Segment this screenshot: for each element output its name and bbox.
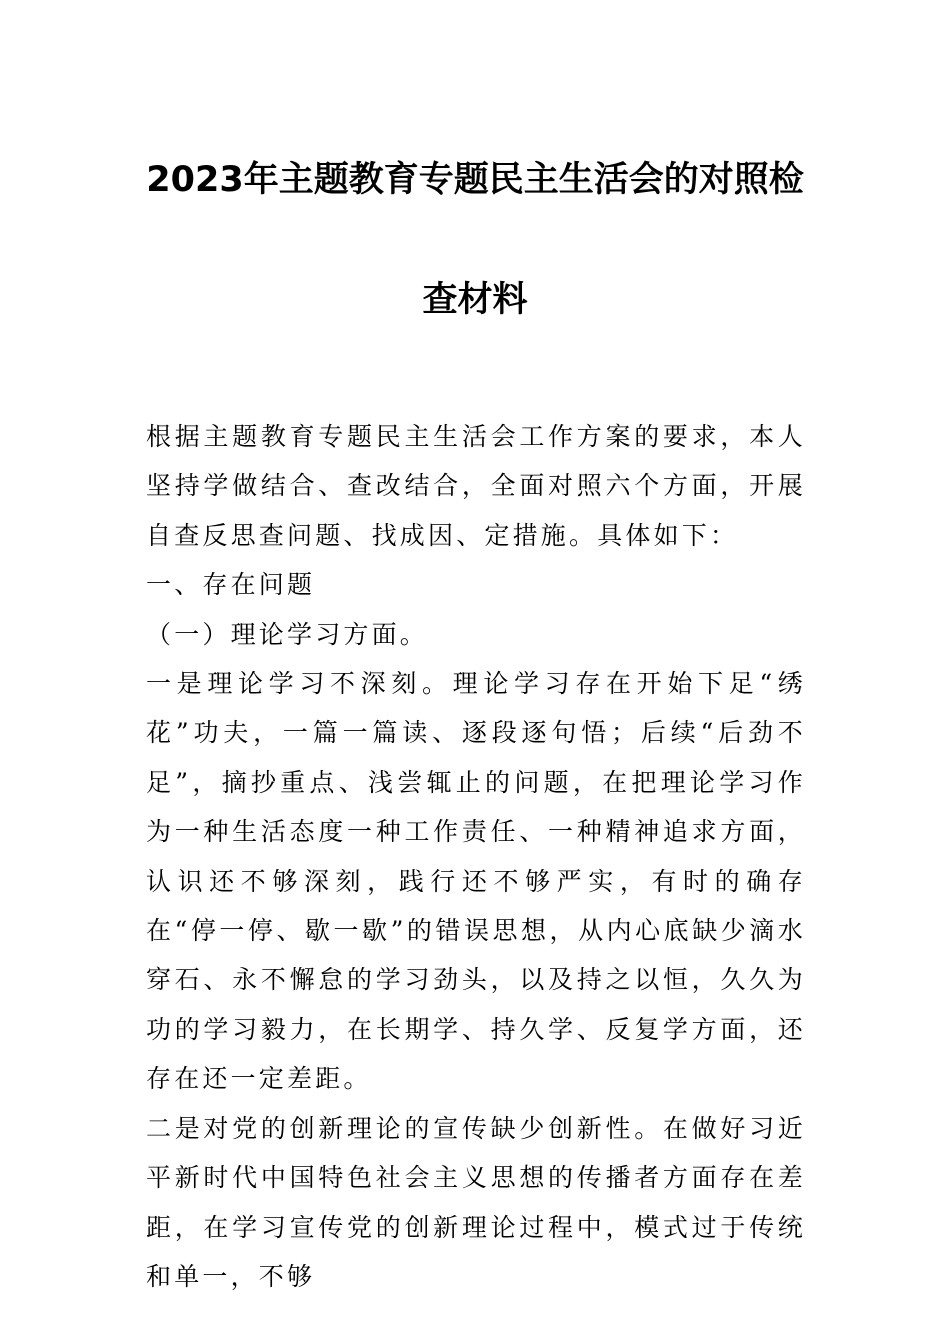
paragraph-intro: 根据主题教育专题民主生活会工作方案的要求，本人坚持学做结合、查改结合，全面对照六个方面，开展自查反思查问题、找成因、定措施。具体如下： <box>146 422 806 550</box>
document-title-line-2: 查材料 <box>422 280 528 320</box>
document-body <box>146 412 806 1301</box>
paragraph-point-two: 二是对党的创新理论的宣传缺少创新性。在做好习近平新时代中国特色社会主义思想的传播者方面存在差距，在学习宣传党的创新理论过程中，模式过于传统和单一，不够 <box>146 1113 806 1291</box>
document-title-line-1: 2023年主题教育专题民主生活会的对照检 <box>146 160 804 200</box>
section-heading-problems: 一、存在问题 <box>146 570 316 600</box>
paragraph-point-one: 一是理论学习不深刻。理论学习存在开始下足“绣花”功夫，一篇一篇读、逐段逐句悟；后续“后劲不足”，摘抄重点、浅尝辄止的问题，在把理论学习作为一种生活态度一种工作责任、一种精神追求方面，认识还不够深刻，践行还不够严实，有时的确存在“停一停、歇一歇”的错误思想，从内心底缺少滴水穿石、永不懈怠的学习劲头，以及持之以恒，久久为功的学习毅力，在长期学、持久学、反复学方面，还存在还一定差距。 <box>146 669 806 1094</box>
subsection-heading-theory-study: （一）理论学习方面。 <box>146 619 429 649</box>
